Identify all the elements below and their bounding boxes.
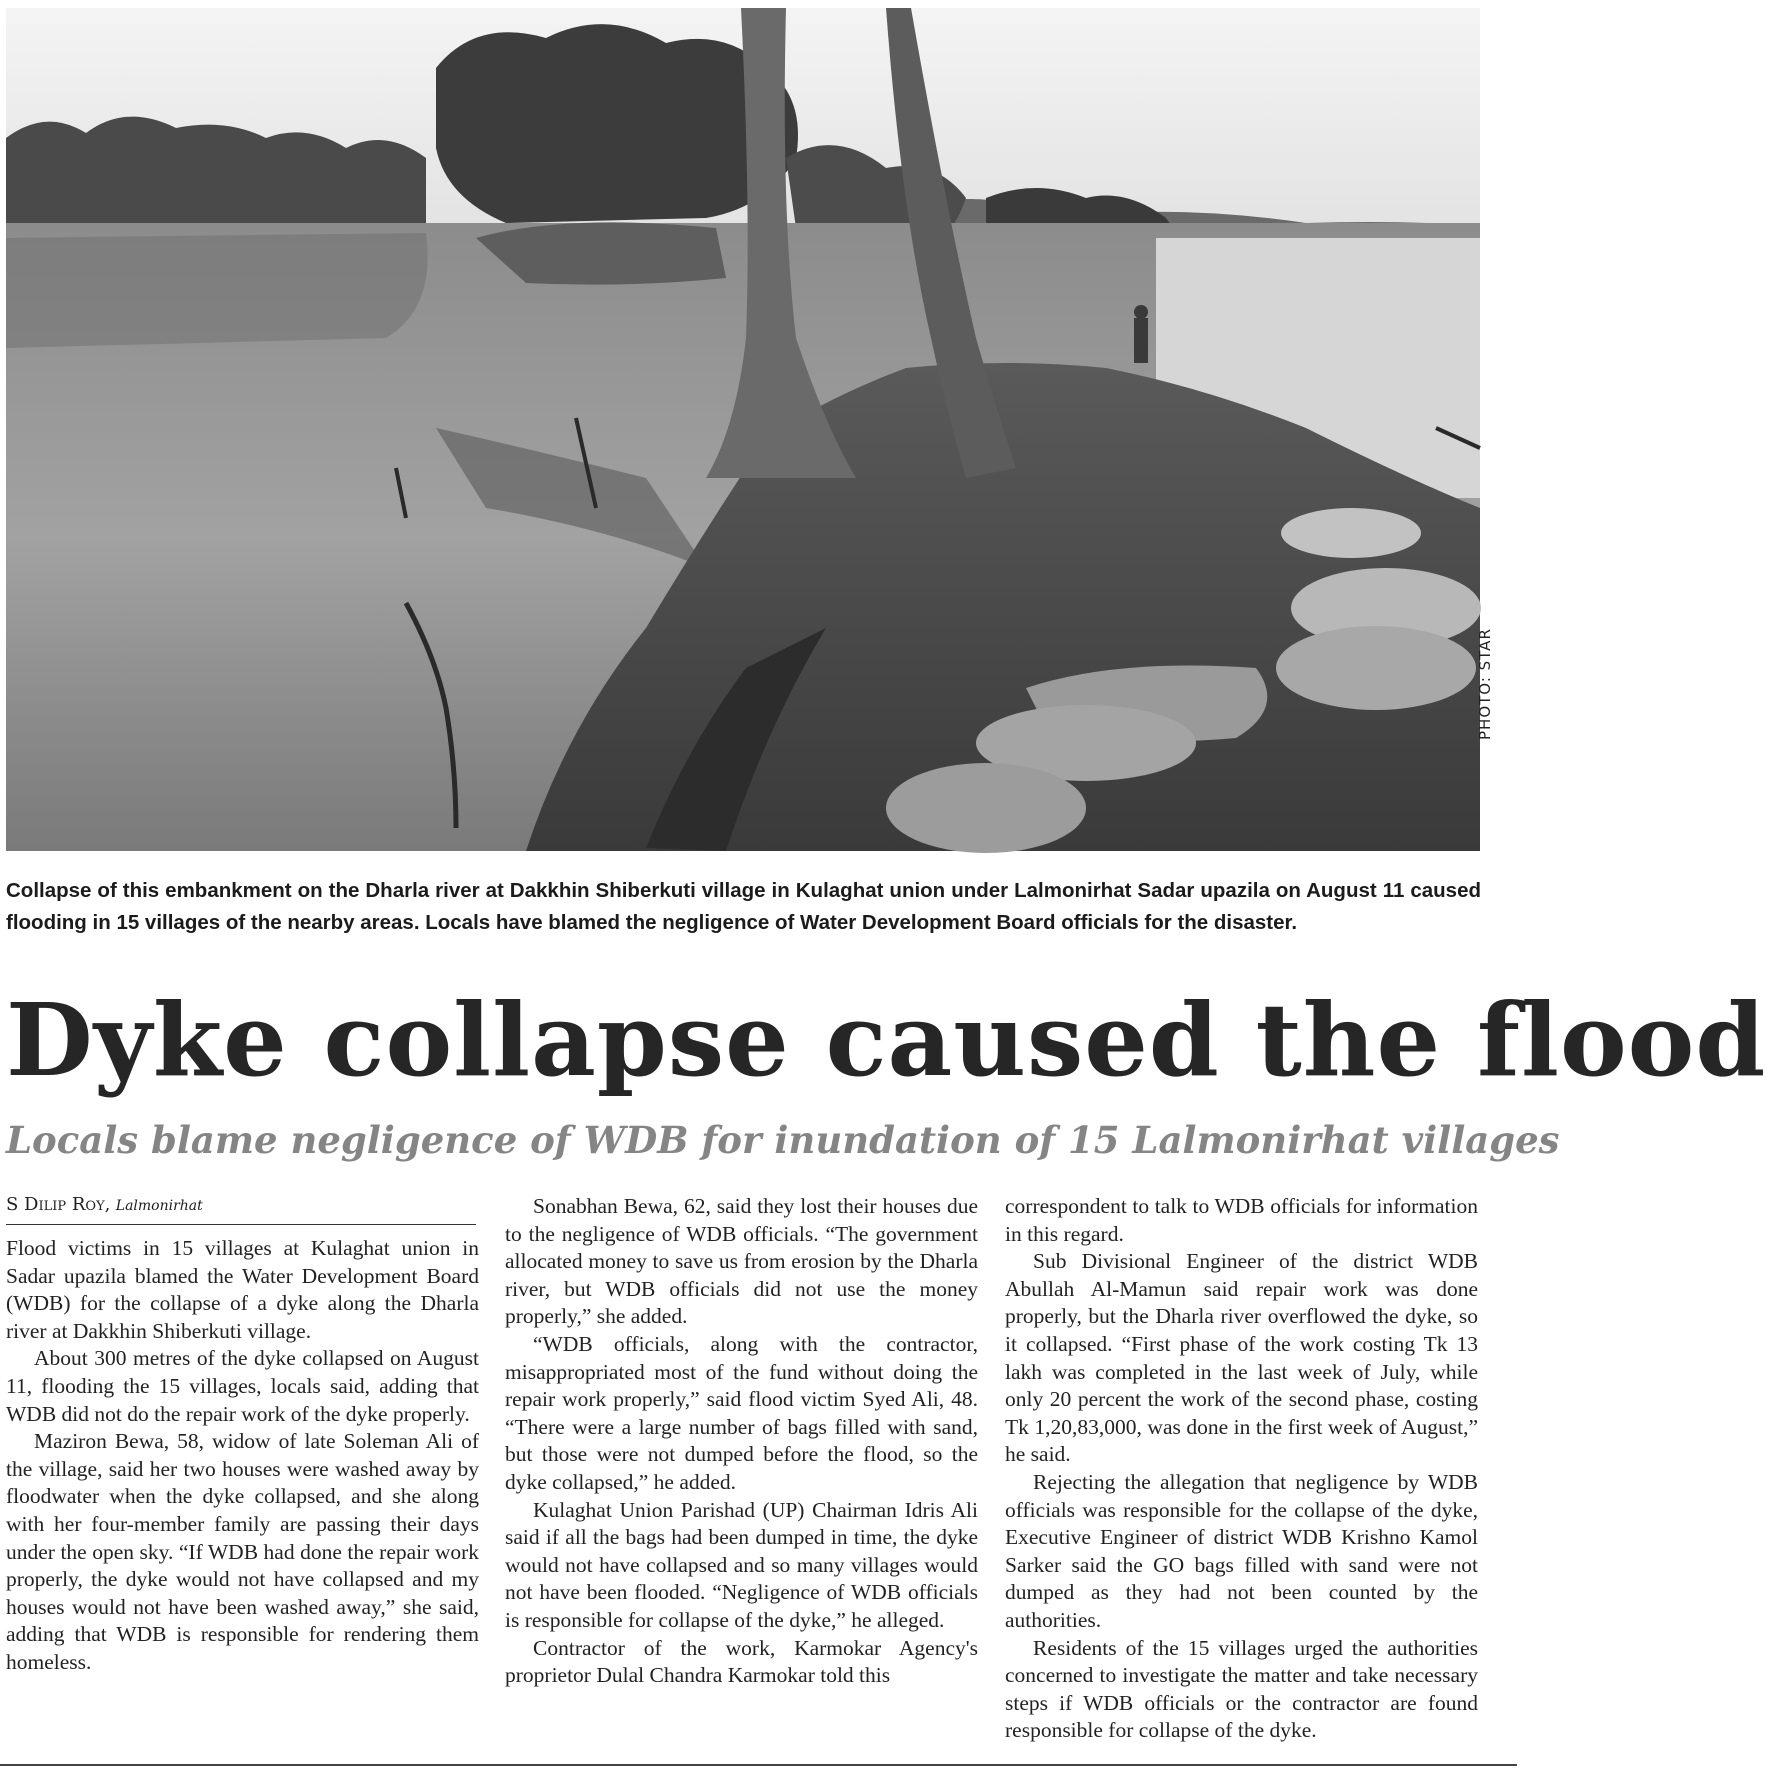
paragraph: Sonabhan Bewa, 62, said they lost their houses due to the negligence of WDB officials. “The government allocated money to save us from erosion by the Dharla river, but WDB officials did not use the money properly,” she added. — [505, 1194, 978, 1329]
photo-caption: Collapse of this embankment on the Dharla river at Dakkhin Shiberkuti village in Kulaghat union under Lalmonirhat Sadar upazila on August 11 caused flooding in 15 villages of the nearby areas. Locals have blamed the negligence of Water Development Board officials for the disaster. — [6, 879, 1481, 934]
flood-embankment-image — [6, 8, 1480, 851]
article-column-3 — [1005, 1193, 1478, 1745]
paragraph: correspondent to talk to WDB officials for information in this regard. — [1005, 1194, 1478, 1246]
paragraph: Residents of the 15 villages urged the authorities concerned to investigate the matter and take necessary steps if WDB officials or the contractor are found responsible for collapse of the dyke. — [1005, 1635, 1478, 1743]
paragraph: Maziron Bewa, 58, widow of late Soleman Ali of the village, said her two houses were washed away by floodwater when the dyke collapsed, and she along with her four-member family are passing their days under the open sky. “If WDB had done the repair work properly, the dyke would not have collapsed and my houses would not have been washed away,” she said, adding that WDB is responsible for rendering them homeless. — [6, 1429, 479, 1674]
subheadline: Locals blame negligence of WDB for inundation of 15 Lalmonirhat villages — [6, 1118, 1560, 1162]
paragraph: Flood victims in 15 villages at Kulaghat union in Sadar upazila blamed the Water Development Board (WDB) for the collapse of a dyke along the Dharla river at Dakkhin Shiberkuti village. — [6, 1236, 479, 1343]
byline-location: Lalmonirhat — [115, 1198, 203, 1214]
byline-author: S Dilip Roy, — [6, 1194, 111, 1215]
paragraph: Kulaghat Union Parishad (UP) Chairman Idris Ali said if all the bags had been dumped in time, the dyke would not have collapsed and so many villages would not have been flooded. “Negligence of WDB officials is responsible for collapse of the dyke,” he alleged. — [505, 1497, 978, 1632]
paragraph: About 300 metres of the dyke collapsed on August 11, flooding the 15 villages, locals said, adding that WDB did not do the repair work of the dyke properly. — [6, 1346, 479, 1426]
headline: Dyke collapse caused the flood — [6, 981, 1766, 1099]
paragraph: Sub Divisional Engineer of the district WDB Abullah Al-Mamun said repair work was done properly, but the Dharla river overflowed the dyke, so it collapsed. “First phase of the work costing Tk 13 lakh was completed in the last week of July, while only 20 percent the work of the second phase, costing Tk 1,20,83,000, was done in the first week of August,” he said. — [1005, 1249, 1478, 1467]
news-photo — [6, 8, 1480, 851]
paragraph: Contractor of the work, Karmokar Agency's proprietor Dulal Chandra Karmokar told this — [505, 1635, 978, 1688]
byline — [6, 1192, 476, 1225]
article-column-2 — [505, 1193, 978, 1690]
paragraph: Rejecting the allegation that negligence by WDB officials was responsible for the collapse of the dyke, Executive Engineer of district WDB Krishno Kamol Sarker said the GO bags filled with sand were not dumped as they had not been counted by the authorities. — [1005, 1469, 1478, 1632]
bottom-rule — [0, 1764, 1517, 1766]
article-column-1 — [6, 1235, 479, 1677]
photo-credit: PHOTO: STAR — [1476, 628, 1494, 740]
paragraph: “WDB officials, along with the contractor, misappropriated most of the fund without doing the repair work properly,” said flood victim Syed Ali, 48. “There were a large number of bags filled with sand, but those were not dumped before the flood, so the dyke collapsed,” he added. — [505, 1331, 978, 1494]
